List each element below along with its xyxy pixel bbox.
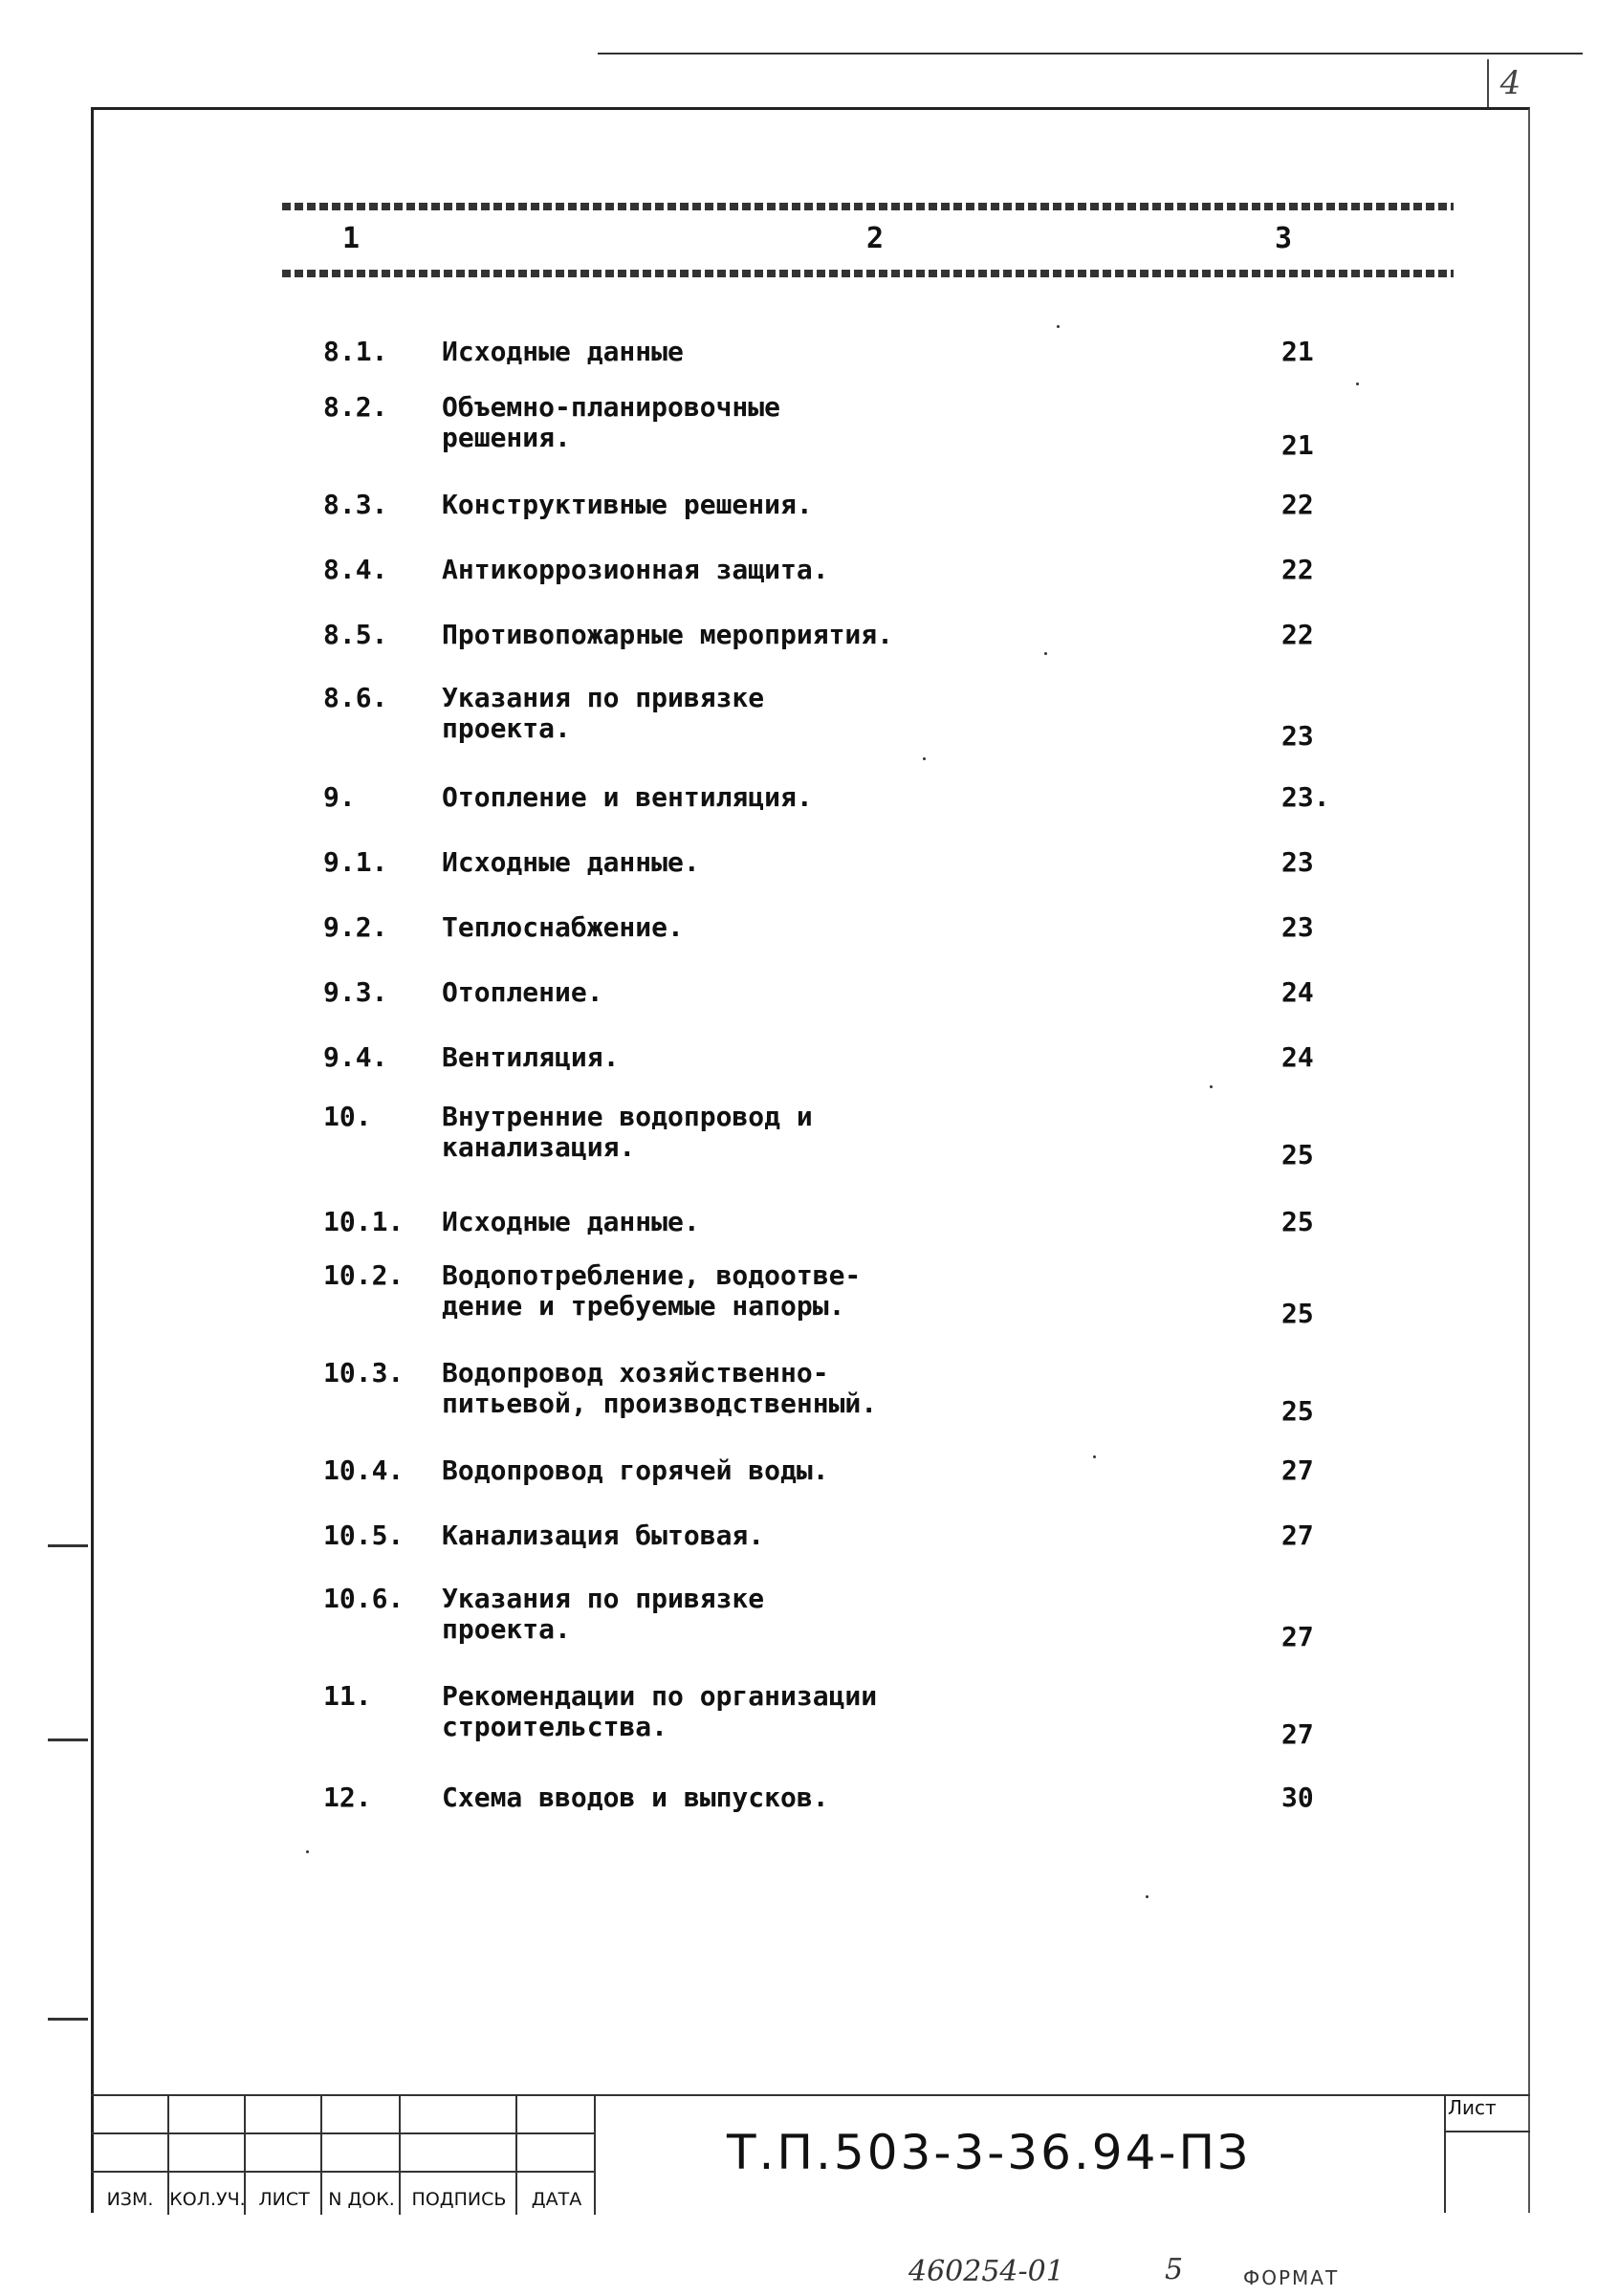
toc-entry-title-line: Рекомендации по организации <box>442 1680 878 1712</box>
scan-speck <box>1356 383 1359 385</box>
scan-speck <box>1146 1895 1149 1898</box>
sheet-corner-number: 4 <box>1487 59 1532 107</box>
toc-entry-title <box>442 1520 1016 1551</box>
toc-entry-title-line: Исходные данные. <box>442 846 700 878</box>
toc-entry-number: 10.6. <box>323 1583 405 1614</box>
toc-entry-page: 21 <box>1281 429 1314 461</box>
toc-entry-title <box>442 847 1016 878</box>
toc-entry-number: 9.4. <box>323 1041 388 1073</box>
toc-entry-title-line: Схема вводов и выпусков. <box>442 1782 829 1813</box>
toc-entry-page: 27 <box>1281 1718 1314 1750</box>
scan-speck <box>1044 652 1047 655</box>
toc-entry-title-line: решения. <box>442 422 571 453</box>
toc-entry-number: 8.2. <box>323 391 388 423</box>
scan-speck <box>306 1850 309 1853</box>
column-header-3: 3 <box>1275 222 1293 255</box>
toc-entry-number: 9. <box>323 781 356 813</box>
sheet-number: 5 <box>1165 2253 1184 2286</box>
toc-entry-page: 21 <box>1281 336 1314 367</box>
toc-entry-title-line: Отопление. <box>442 976 603 1008</box>
toc-entry-title-line: Отопление и вентиляция. <box>442 781 813 813</box>
binding-mark <box>48 1544 88 1547</box>
scan-speck <box>1057 325 1060 328</box>
stamp-label-podpis: ПОДПИСЬ <box>411 2189 507 2210</box>
toc-entry-number: 10.3. <box>323 1357 405 1389</box>
toc-entry-title <box>442 1260 1016 1322</box>
toc-entry-page: 25 <box>1281 1206 1314 1237</box>
toc-entry-page: 27 <box>1281 1454 1314 1486</box>
toc-entry-page: 24 <box>1281 1041 1314 1073</box>
toc-entry-number: 10.1. <box>323 1206 405 1237</box>
stamp-label-n-dok: N ДОК. <box>328 2189 395 2210</box>
header-top-rule <box>282 203 1454 210</box>
toc-entry-number: 8.6. <box>323 682 388 713</box>
toc-entry-title-line: канализация. <box>442 1131 636 1163</box>
toc-entry-title-line: Водопровод горячей воды. <box>442 1454 829 1486</box>
toc-entry-page: 23 <box>1281 911 1314 943</box>
toc-entry-title-line: Противопожарные мероприятия. <box>442 619 894 650</box>
scan-speck <box>1093 1455 1096 1458</box>
toc-entry-page: 23 <box>1281 720 1314 752</box>
toc-entry-page: 23 <box>1281 846 1314 878</box>
toc-entry-title-line: Объемно-планировочные <box>442 391 781 423</box>
toc-entry-title-line: Исходные данные <box>442 336 684 367</box>
inventory-number: 460254-01 <box>908 2255 1064 2288</box>
toc-entry-number: 11. <box>323 1680 372 1712</box>
toc-entry-title <box>442 1584 1016 1645</box>
toc-entry-title-line: Исходные данные. <box>442 1206 700 1237</box>
format-label: ФОРМАТ <box>1243 2266 1340 2289</box>
toc-entry-title <box>442 1042 1016 1073</box>
toc-entry-title-line: Указания по привязке <box>442 1583 765 1614</box>
header-bottom-rule <box>282 270 1454 277</box>
toc-entry-number: 9.1. <box>323 846 388 878</box>
toc-entry-number: 12. <box>323 1782 372 1813</box>
toc-entry-number: 8.4. <box>323 554 388 585</box>
toc-entry-title-line: Теплоснабжение. <box>442 911 684 943</box>
column-header-1: 1 <box>342 222 361 255</box>
scan-speck <box>1210 1085 1213 1088</box>
scan-speck <box>923 757 926 760</box>
toc-entry-title <box>442 1358 1016 1419</box>
toc-entry-title <box>442 1207 1016 1237</box>
toc-entry-title-line: Канализация бытовая. <box>442 1520 765 1551</box>
binding-mark <box>48 1738 88 1741</box>
toc-entry-title <box>442 1782 1016 1813</box>
stamp-label-kol-uch: КОЛ.УЧ. <box>169 2189 246 2210</box>
toc-entry-title <box>442 1455 1016 1486</box>
toc-entry-title <box>442 977 1016 1008</box>
toc-entry-title-line: Конструктивные решения. <box>442 489 813 520</box>
toc-entry-number: 10. <box>323 1101 372 1132</box>
toc-entry-title-line: проекта. <box>442 1613 571 1645</box>
toc-entry-number: 8.1. <box>323 336 388 367</box>
toc-entry-page: 25 <box>1281 1395 1314 1427</box>
toc-entry-page: 27 <box>1281 1520 1314 1551</box>
toc-entry-title <box>442 1102 1016 1163</box>
toc-entry-title-line: Указания по привязке <box>442 682 765 713</box>
sheet-box-rule <box>1444 2131 1530 2132</box>
stamp-label-izm: ИЗМ. <box>106 2189 154 2210</box>
toc-entry-title <box>442 555 1016 585</box>
toc-entry-title-line: питьевой, производственный. <box>442 1388 878 1419</box>
column-header-2: 2 <box>866 222 885 255</box>
toc-entry-number: 10.5. <box>323 1520 405 1551</box>
toc-entry-title-line: Водопровод хозяйственно- <box>442 1357 829 1389</box>
toc-entry-title-line: Вентиляция. <box>442 1041 620 1073</box>
toc-entry-number: 8.3. <box>323 489 388 520</box>
toc-entry-page: 25 <box>1281 1298 1314 1329</box>
toc-entry-title-line: Водопотребление, водоотве- <box>442 1259 862 1291</box>
toc-entry-title <box>442 337 1016 367</box>
toc-entry-title <box>442 620 1016 650</box>
stamp-label-list: ЛИСТ <box>258 2189 310 2210</box>
toc-entry-title-line: проекта. <box>442 712 571 744</box>
toc-entry-title <box>442 392 1016 453</box>
toc-entry-title <box>442 683 1016 744</box>
toc-entry-number: 8.5. <box>323 619 388 650</box>
toc-entry-title-line: строительства. <box>442 1711 668 1742</box>
toc-entry-page: 23. <box>1281 781 1330 813</box>
toc-entry-title <box>442 782 1016 813</box>
toc-entry-title-line: Внутренние водопровод и <box>442 1101 813 1132</box>
stamp-label-data: ДАТА <box>531 2189 582 2210</box>
toc-entry-page: 25 <box>1281 1139 1314 1170</box>
top-rule <box>598 53 1583 55</box>
toc-entry-title <box>442 490 1016 520</box>
toc-entry-title-line: дение и требуемые напоры. <box>442 1290 845 1322</box>
toc-entry-title <box>442 912 1016 943</box>
toc-entry-page: 22 <box>1281 619 1314 650</box>
toc-entry-title-line: Антикоррозионная защита. <box>442 554 829 585</box>
toc-entry-page: 24 <box>1281 976 1314 1008</box>
document-code: Т.П.503-3-36.94-ПЗ <box>727 2125 1252 2180</box>
sheet-label: Лист <box>1448 2096 1497 2119</box>
toc-entry-title <box>442 1681 1016 1742</box>
toc-entry-page: 30 <box>1281 1782 1314 1813</box>
toc-entry-page: 27 <box>1281 1621 1314 1652</box>
toc-entry-number: 9.2. <box>323 911 388 943</box>
toc-entry-number: 9.3. <box>323 976 388 1008</box>
toc-entry-number: 10.4. <box>323 1454 405 1486</box>
binding-mark <box>48 2018 88 2021</box>
toc-entry-number: 10.2. <box>323 1259 405 1291</box>
toc-entry-page: 22 <box>1281 489 1314 520</box>
toc-entry-page: 22 <box>1281 554 1314 585</box>
